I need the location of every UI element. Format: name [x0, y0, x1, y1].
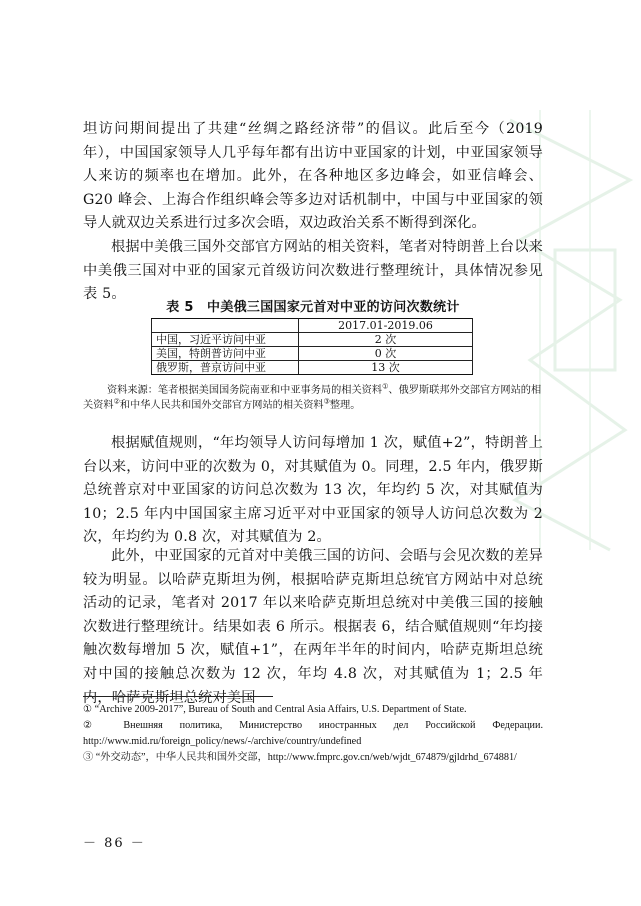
footnote-ref[interactable]: ①	[382, 382, 389, 391]
table-header-cell: 2017.01-2019.06	[299, 319, 473, 333]
body-paragraph-4: 此外，中亚国家的元首对中美俄三国的访问、会晤与会见次数的差异较为明显。以哈萨克斯坦为例，根据哈萨克斯坦总统官方网站中对总统活动的记录，笔者对 2017 年以来哈萨克斯坦总统对中美俄三国的接触次数进行整理统计。结果如表 6 所示。根据表 6，结合赋值规则“年均接触次数每增加 5 次，赋值+1”，在两年半年的时间内，哈萨克斯坦总统对中国的接触总次数为 12 次，年均 4.8 次，对其赋值为 1；2.5 年内，哈萨克斯坦总统对美国	[83, 548, 543, 706]
source-text: 、俄罗斯联邦外交部官方网站的相关资料	[83, 385, 542, 411]
table-cell: 中国，习近平访问中亚	[152, 333, 299, 347]
table-source-note	[83, 383, 548, 413]
table-cell: 俄罗斯，普京访问中亚	[152, 361, 299, 375]
body-paragraph-2: 根据中美俄三国外交部官方网站的相关资料，笔者对特朗普上台以来中美俄三国对中亚的国家元首级访问次数进行整理统计，具体情况参见表 5。	[83, 239, 543, 303]
body-paragraph-1: 坦访问期间提出了共建“丝绸之路经济带”的倡议。此后至今（2019 年），中国国家领导人几乎每年都有出访中亚国家的计划，中亚国家领导人来访的频率也在增加。此外，在各种地区多边峰会，如亚信峰会、G20 峰会、上海合作组织峰会等多边对话机制中，中国与中亚国家的领导人就双边关系进行过多次会晤，双边政治关系不断得到深化。	[83, 121, 543, 232]
footnote-ref[interactable]: ③	[323, 397, 330, 406]
table-row	[152, 361, 473, 375]
page-number: － 86 －	[83, 836, 146, 851]
footnote-ref[interactable]: ②	[113, 397, 120, 406]
table-cell: 美国，特朗普访问中亚	[152, 347, 299, 361]
table-header-cell	[152, 319, 299, 333]
footnote-divider	[83, 696, 273, 697]
source-text: 整理。	[329, 400, 361, 411]
footnotes	[83, 702, 543, 766]
source-text: 资料来源：笔者根据美国国务院南亚和中亚事务局的相关资料	[107, 385, 383, 396]
table-header-row	[152, 319, 473, 333]
source-text: 和中华人民共和国外交部官方网站的相关资料	[119, 400, 324, 411]
table-title: 表 5 中美俄三国国家元首对中亚的访问次数统计	[166, 300, 460, 315]
table-row	[152, 347, 473, 361]
footnote-3: ③ “外交动态”，中华人民共和国外交部，http://www.fmprc.gov.cn/web/wjdt_674879/gjldrhd_674881/	[83, 752, 517, 763]
table-cell: 2 次	[299, 333, 473, 347]
table-cell: 0 次	[299, 347, 473, 361]
footnote-1: ① “Archive 2009-2017”, Bureau of South and Central Asia Affairs, U.S. Department of State.	[83, 704, 467, 715]
table-cell: 13 次	[299, 361, 473, 375]
footnote-2: ② Внешняя политика, Министерство иностранных дел Российской Федерации. http://www.mid.ru/foreign_policy/news/-/archive/country/undefined	[83, 720, 543, 747]
body-paragraph-3: 根据赋值规则，“年均领导人访问每增加 1 次，赋值+2”，特朗普上台以来，访问中亚的次数为 0，对其赋值为 0。同理，2.5 年内，俄罗斯总统普京对中亚国家的访问总次数为 13 次，年均约 5 次，对其赋值为 10；2.5 年内中国国家主席习近平对中亚国家的领导人访问总次数为 2 次，年均约为 0.8 次，对其赋值为 2。	[83, 435, 543, 546]
table-row	[152, 333, 473, 347]
data-table	[151, 318, 473, 375]
